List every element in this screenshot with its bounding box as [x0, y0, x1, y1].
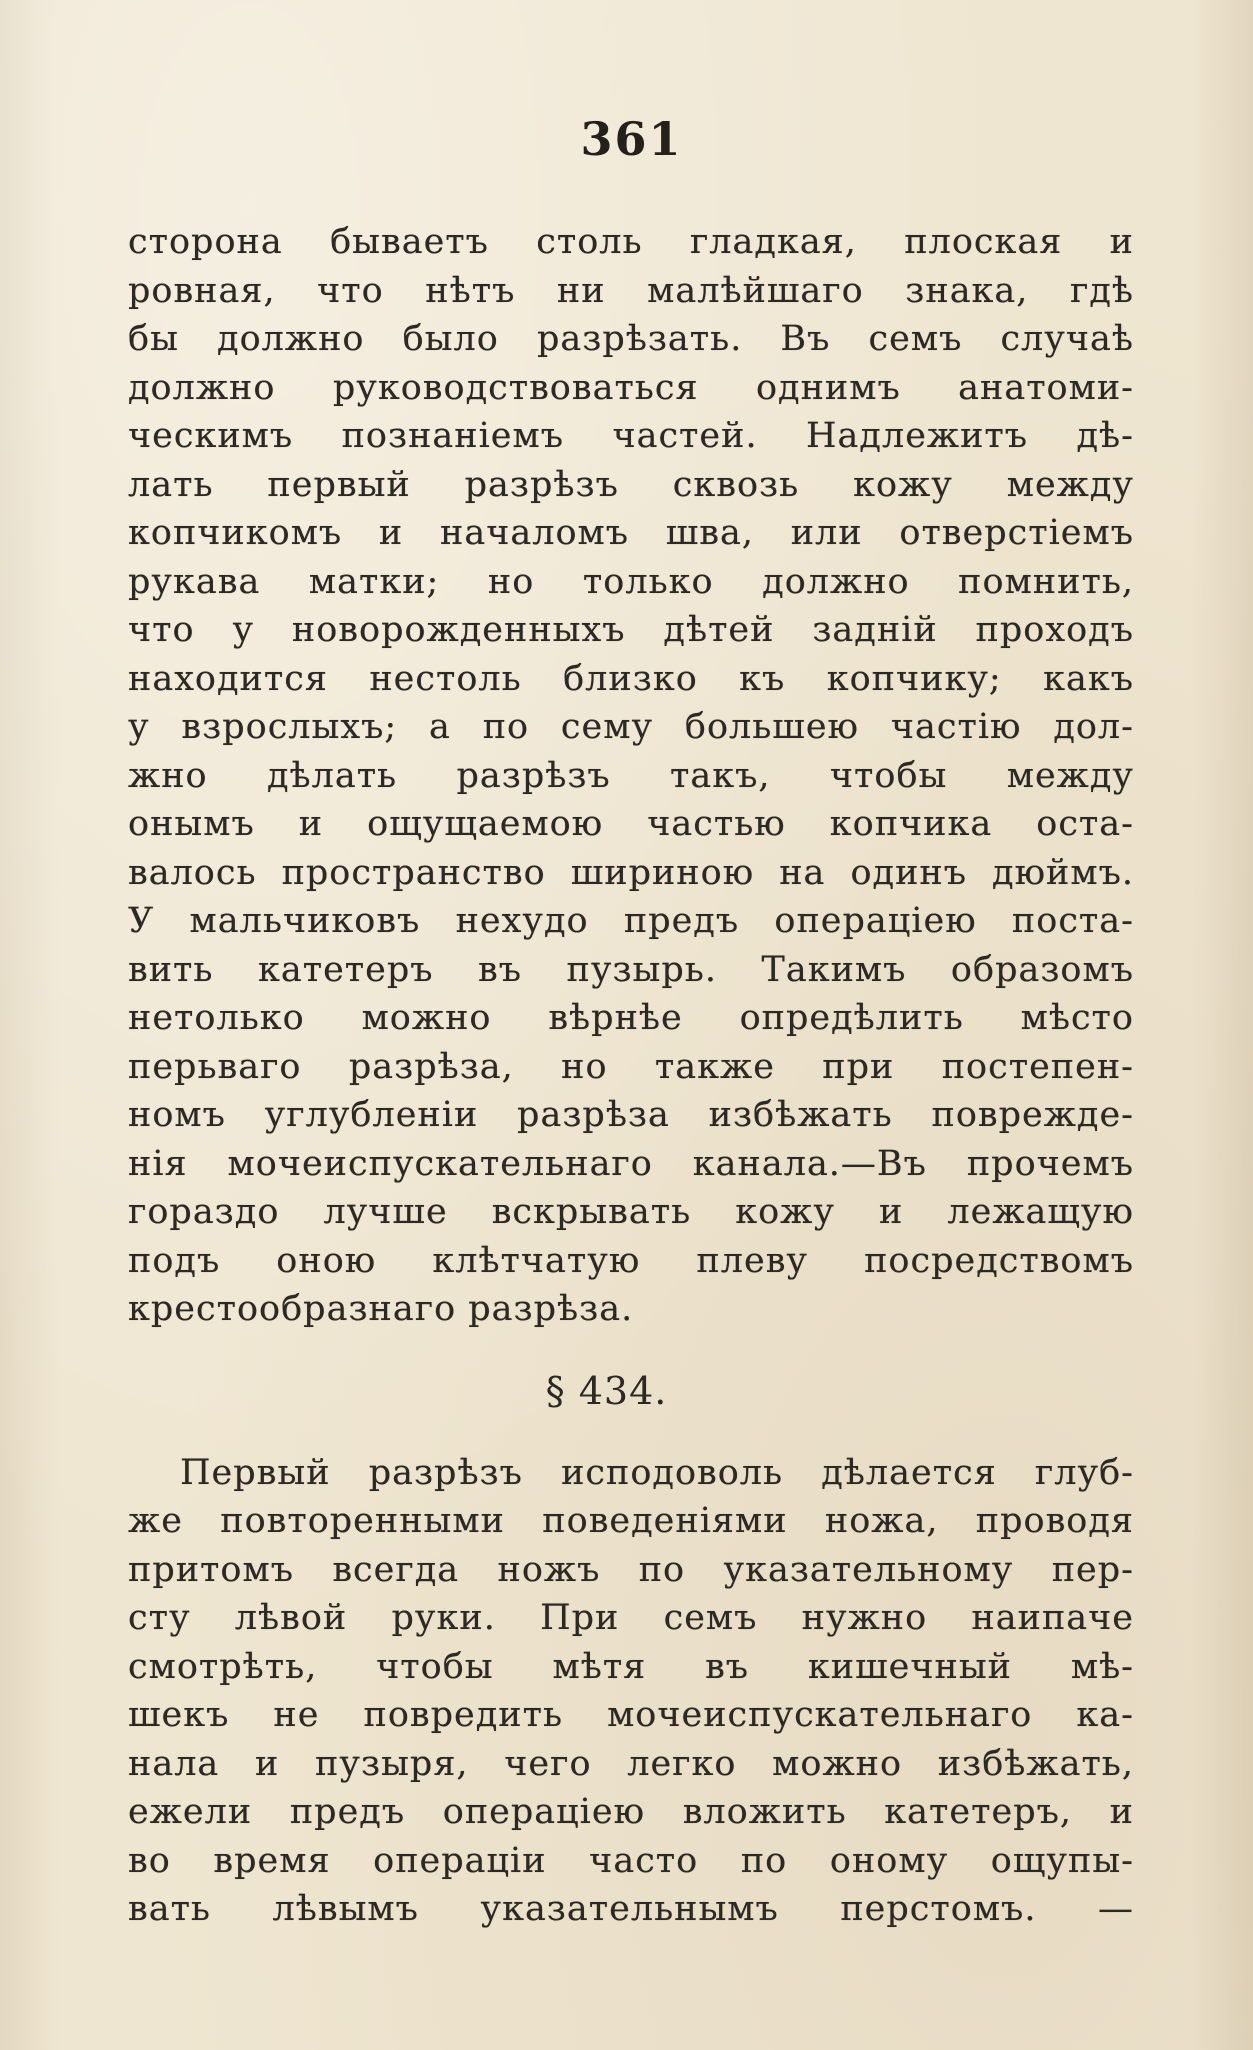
paragraph-2	[128, 1449, 1134, 1934]
text-line: бы должно было разрѣзать. Въ семъ случаѣ	[128, 319, 1134, 359]
text-line: что у новорожденныхъ дѣтей задній проходъ	[128, 610, 1134, 650]
page-number: 361	[580, 112, 683, 166]
text-line: рукава матки; но только должно помнить,	[128, 561, 1134, 602]
text-line: находится нестоль близко къ копчику; какъ	[128, 658, 1134, 699]
text-line: крестообразнаго разрѣза.	[128, 1289, 634, 1329]
text-line: шекъ не повредить мочеиспускательнаго ка-	[128, 1695, 1134, 1735]
paragraph-1	[128, 218, 1134, 1334]
text-line: ческимъ познаніемъ частей. Надлежитъ дѣ-	[128, 416, 1134, 456]
text-line: сту лѣвой руки. При семъ нужно наипаче	[128, 1598, 1134, 1638]
text-line: ровная, что нѣтъ ни малѣйшаго знака, гдѣ	[128, 270, 1134, 311]
text-line: копчикомъ и началомъ шва, или отверстіемъ	[128, 513, 1134, 553]
text-line: вать лѣвымъ указательнымъ перстомъ. —	[128, 1889, 1134, 1929]
text-line: ежели предъ операціею вложить катетеръ, и	[128, 1792, 1134, 1832]
text-line: нія мочеиспускательнаго канала.—Въ прочемъ	[128, 1143, 1134, 1184]
text-line: нала и пузыря, чего легко можно избѣжать,	[128, 1743, 1134, 1784]
text-line: Первый разрѣзъ исподоволь дѣлается глуб-	[180, 1452, 1134, 1493]
text-line: перьваго разрѣза, но также при постепен-	[128, 1046, 1134, 1087]
section-heading: § 434.	[545, 1368, 668, 1413]
text-line: смотрѣть, чтобы мѣтя въ кишечный мѣ-	[128, 1646, 1134, 1687]
text-line: во время операціи часто по оному ощупы-	[128, 1840, 1134, 1881]
text-line: лать первый разрѣзъ сквозь кожу между	[128, 464, 1134, 505]
text-line: У мальчиковъ нехудо предъ операціею поста-	[128, 901, 1134, 941]
text-line: у взрослыхъ; а по сему большею частію дол-	[128, 707, 1134, 747]
text-line: валось пространство шириною на одинъ дюймъ.	[128, 852, 1134, 893]
text-line: вить катетеръ въ пузырь. Такимъ образомъ	[128, 949, 1134, 990]
text-line: онымъ и ощущаемою частью копчика оста-	[128, 804, 1134, 844]
text-line: нетолько можно вѣрнѣе опредѣлить мѣсто	[128, 998, 1134, 1038]
text-line: притомъ всегда ножъ по указательному пер-	[128, 1549, 1134, 1590]
text-line: сторона бываетъ столь гладкая, плоская и	[128, 222, 1134, 262]
text-line: подъ оною клѣтчатую плеву посредствомъ	[128, 1240, 1134, 1281]
text-line: номъ углубленіи разрѣза избѣжать поврежде-	[128, 1095, 1134, 1135]
text-line: же повторенными поведеніями ножа, проводя	[128, 1501, 1134, 1541]
text-line: гораздо лучше вскрывать кожу и лежащую	[128, 1192, 1134, 1232]
text-line: должно руководствоваться однимъ анатоми-	[128, 367, 1134, 408]
text-line: жно дѣлать разрѣзъ такъ, чтобы между	[128, 755, 1134, 796]
